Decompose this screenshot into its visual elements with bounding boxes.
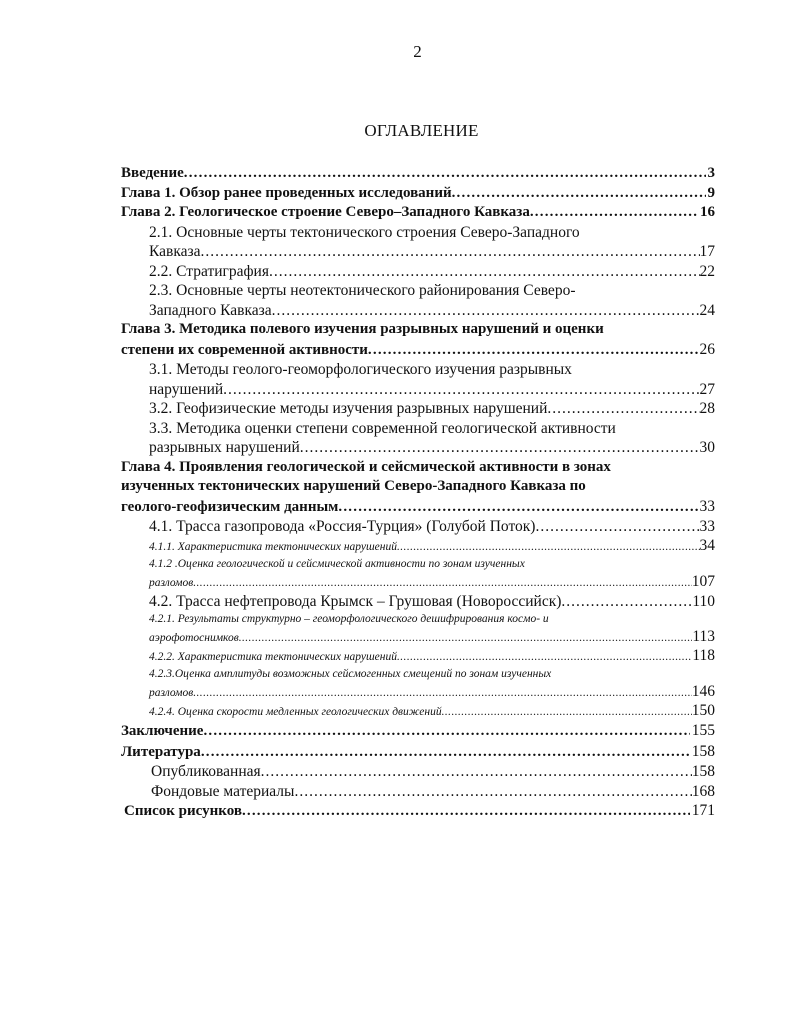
leader-dots <box>397 539 700 556</box>
toc-entry-title-line: Глава 4. Проявления геологической и сейсмической активности в зонах <box>121 458 611 475</box>
toc-entry-literature[interactable] <box>121 742 715 763</box>
toc-entry-page: 9 <box>707 184 715 201</box>
toc-entry-chapter-4[interactable] <box>121 458 715 518</box>
toc-entry-title-line: разломов <box>149 576 194 589</box>
toc-entry-title: Введение <box>121 165 184 181</box>
toc-entry-4-2-4[interactable] <box>121 702 715 721</box>
toc-entry-title-line: Кавказа <box>149 243 201 260</box>
toc-entry-page: 26 <box>699 340 715 358</box>
leader-dots <box>239 630 693 647</box>
toc-entry-page: 171 <box>691 802 715 819</box>
toc-entry-title: Глава 2. Геологическое строение Северо–Западного Кавказа <box>121 204 530 220</box>
toc-entry-chapter-2[interactable] <box>121 203 715 223</box>
toc-entry-title-line: нарушений <box>149 380 224 398</box>
toc-entry-3-1[interactable] <box>121 360 715 399</box>
toc-entry-title-line: 4.1.2 .Оценка геологической и сейсмической активности по зонам изученных <box>149 557 525 570</box>
toc-entry-title-line: 2.1. Основные черты тектонического строения Северо-Западного <box>149 223 580 241</box>
leader-dots <box>223 380 699 400</box>
toc-entry-title-line: степени их современной активности <box>121 341 368 358</box>
toc-entry-page: 34 <box>699 536 715 554</box>
toc-heading: ОГЛАВЛЕНИЕ <box>364 121 479 140</box>
toc-entry-page: 30 <box>699 439 715 456</box>
toc-entry-title-line: разломов <box>149 687 194 699</box>
toc-entry-page: 3 <box>707 165 715 181</box>
toc-entry-page: 17 <box>699 243 715 260</box>
toc-entry-page: 28 <box>699 400 715 417</box>
toc-entry-title: Глава 1. Обзор ранее проведенных исследований <box>121 184 452 201</box>
toc-entry-page: 110 <box>692 592 715 610</box>
toc-entry-title-line: Западного Кавказа <box>149 301 272 319</box>
toc-entry-page: 24 <box>699 301 715 319</box>
toc-entry-title: 3.2. Геофизические методы изучения разрывных нарушений <box>149 400 548 417</box>
toc-entry-title-line: геолого-геофизическим данным <box>121 498 339 515</box>
toc-entry-page: 113 <box>692 628 715 645</box>
toc-entry-title-line: 4.2.1. Результаты структурно – геоморфологического дешифрирования космо- и <box>149 613 549 625</box>
leader-dots <box>242 802 690 822</box>
toc-entry-3-2[interactable] <box>121 399 715 419</box>
toc-entry-page: 107 <box>691 572 715 590</box>
leader-dots <box>535 517 699 537</box>
leader-dots <box>294 782 691 802</box>
toc-entry-4-2-3[interactable] <box>121 666 715 702</box>
toc-entry-chapter-3[interactable] <box>121 320 715 360</box>
toc-entry-title: 4.2.4. Оценка скорости медленных геологических движений <box>149 706 442 718</box>
leader-dots <box>272 301 700 321</box>
leader-dots <box>397 649 692 666</box>
leader-dots <box>261 762 692 782</box>
leader-dots <box>201 743 690 763</box>
toc-entry-title-line: аэрофотоснимков <box>149 632 239 644</box>
toc-entry-title-line: Глава 3. Методика полевого изучения разрывных нарушений и оценки <box>121 321 604 337</box>
toc-entry-title: Заключение <box>121 723 204 739</box>
toc-entry-title: Опубликованная <box>151 763 261 780</box>
toc-entry-title: 4.1. Трасса газопровода «Россия-Турция» (Голубой Поток) <box>149 518 536 535</box>
toc-entry-title: 4.1.1. Характеристика тектонических нарушений <box>149 540 397 553</box>
toc-entry-title-line: 3.3. Методика оценки степени современной геологической активности <box>149 419 616 437</box>
toc-entry-title-line: 4.2.3.Оценка амплитуды возможных сейсмогенных смещений по зонам изученных <box>149 668 552 680</box>
toc-entry-4-1-2[interactable] <box>121 556 715 592</box>
toc-entry-title-line: разрывных нарушений <box>149 439 300 456</box>
toc-entry-title: 4.2. Трасса нефтепровода Крымск – Грушовая (Новороссийск) <box>149 592 562 610</box>
toc-entry-introduction[interactable] <box>121 164 715 184</box>
toc-entry-page: 146 <box>691 683 715 700</box>
toc-entry-figures-list[interactable] <box>121 801 715 822</box>
toc-entry-page: 118 <box>692 647 715 664</box>
toc-entry-title: Литература <box>121 743 201 760</box>
toc-entry-2-1[interactable] <box>121 223 715 262</box>
leader-dots <box>201 242 700 262</box>
leader-dots <box>547 399 699 419</box>
leader-dots <box>442 704 692 721</box>
toc-entry-title-line: изученных тектонических нарушений Северо-Западного Кавказа по <box>121 478 586 494</box>
toc-entry-title: 2.2. Стратиграфия <box>149 262 269 280</box>
toc-entry-page: 168 <box>691 782 715 800</box>
table-of-contents <box>121 164 715 822</box>
toc-entry-page: 33 <box>699 497 715 515</box>
toc-entry-2-3[interactable] <box>121 281 715 320</box>
toc-entry-4-1[interactable] <box>121 517 715 537</box>
leader-dots <box>184 164 706 184</box>
toc-entry-4-2[interactable] <box>121 592 715 612</box>
toc-entry-fund-materials[interactable] <box>121 782 715 802</box>
toc-entry-page: 158 <box>691 763 715 780</box>
leader-dots <box>300 438 700 458</box>
leader-dots <box>368 341 698 361</box>
leader-dots <box>338 498 697 518</box>
toc-entry-page: 27 <box>699 380 715 398</box>
toc-entry-4-2-2[interactable] <box>121 647 715 666</box>
toc-entry-published[interactable] <box>121 762 715 782</box>
leader-dots <box>530 203 698 223</box>
toc-entry-page: 22 <box>699 262 715 280</box>
toc-entry-page: 158 <box>691 742 715 760</box>
toc-entry-4-2-1[interactable] <box>121 611 715 647</box>
toc-entry-page: 155 <box>691 722 715 739</box>
toc-entry-title: Список рисунков <box>124 803 242 819</box>
toc-entry-page: 16 <box>700 204 715 220</box>
toc-entry-page: 150 <box>691 702 715 719</box>
toc-entry-title: Фондовые материалы <box>151 782 295 800</box>
leader-dots <box>193 575 692 592</box>
toc-entry-conclusion[interactable] <box>121 721 715 742</box>
page-number: 2 <box>413 42 422 61</box>
toc-entry-4-1-1[interactable] <box>121 537 715 556</box>
toc-entry-chapter-1[interactable] <box>121 184 715 204</box>
toc-entry-2-2[interactable] <box>121 262 715 282</box>
toc-entry-3-3[interactable] <box>121 419 715 458</box>
toc-entry-title-line: 2.3. Основные черты неотектонического районирования Северо- <box>149 282 576 299</box>
toc-entry-page: 33 <box>699 518 715 535</box>
leader-dots <box>193 685 692 702</box>
leader-dots <box>269 262 700 282</box>
toc-entry-title-line: 3.1. Методы геолого-геоморфологического изучения разрывных <box>149 361 572 378</box>
leader-dots <box>561 592 692 612</box>
leader-dots <box>203 722 689 742</box>
toc-entry-title: 4.2.2. Характеристика тектонических нарушений <box>149 651 397 663</box>
leader-dots <box>452 184 706 204</box>
